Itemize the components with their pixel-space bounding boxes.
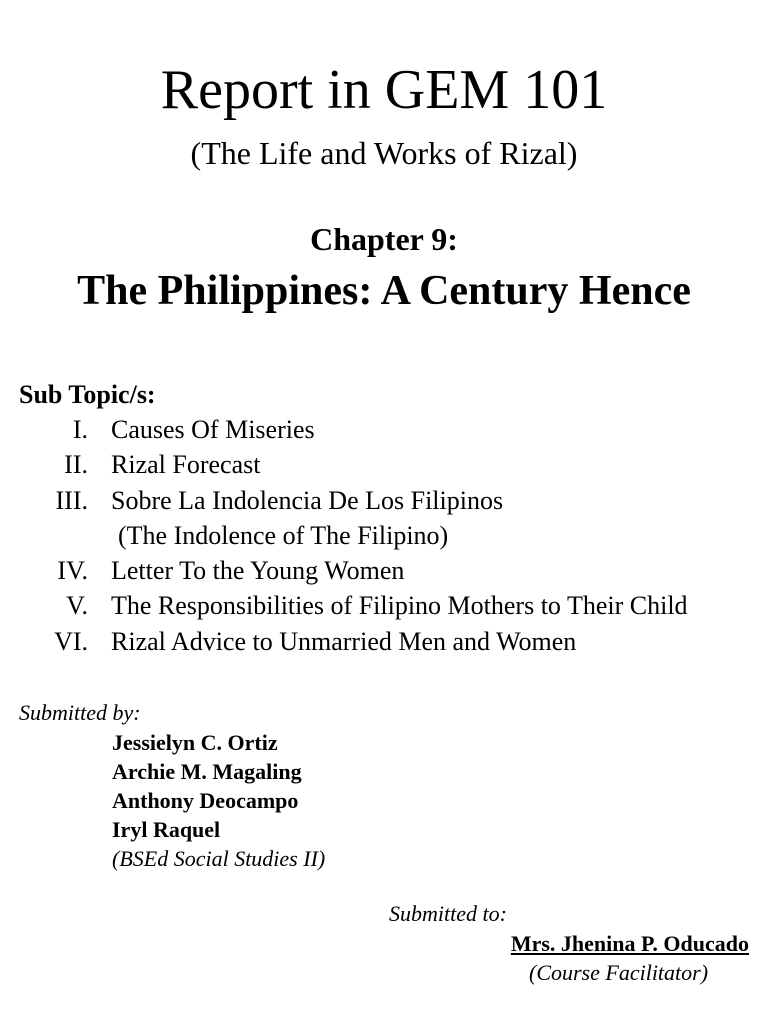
list-item-label: Causes Of Miseries: [111, 415, 315, 444]
list-item: [0, 626, 768, 661]
facilitator-name: Mrs. Jhenina P. Oducado: [510, 931, 749, 956]
list-item-label: (The Indolence of The Filipino): [118, 520, 449, 550]
list-item: [0, 555, 768, 590]
subtopics-list: [0, 414, 768, 661]
program-label: (BSEd Social Studies II): [112, 846, 326, 871]
list-item-number: II.: [64, 450, 88, 480]
chapter-title: The Philippines: A Century Hence: [77, 268, 691, 314]
list-item-label: Sobre La Indolencia De Los Filipinos: [111, 485, 504, 515]
report-subtitle: (The Life and Works of Rizal): [190, 135, 578, 171]
list-item-continuation: [0, 520, 768, 555]
facilitator-role: (Course Facilitator): [529, 960, 709, 985]
submitted-by-label: Submitted by:: [19, 700, 141, 725]
list-item-label: Letter To the Young Women: [111, 556, 405, 586]
submitted-to-label: Submitted to:: [389, 901, 507, 926]
list-item: [0, 414, 768, 449]
member-name: Archie M. Magaling: [112, 759, 302, 784]
members-list: [112, 728, 325, 873]
list-item-number: VI.: [54, 626, 88, 656]
member-name: Iryl Raquel: [112, 817, 221, 842]
list-item: [0, 485, 768, 520]
list-item-label: The Responsibilities of Filipino Mothers to Their Child: [111, 591, 688, 621]
list-item-number: I.: [72, 415, 88, 444]
list-item-number: IV.: [57, 556, 88, 586]
report-title: Report in GEM 101: [160, 59, 608, 121]
list-item: [0, 449, 768, 484]
subtopics-heading: Sub Topic/s:: [19, 380, 156, 409]
list-item-label: Rizal Forecast: [111, 450, 261, 480]
list-item-label: Rizal Advice to Unmarried Men and Women: [111, 626, 577, 656]
member-name: Jessielyn C. Ortiz: [112, 730, 278, 755]
list-item-number: V.: [66, 591, 88, 621]
list-item-number: III.: [55, 485, 88, 515]
chapter-label: Chapter 9:: [310, 221, 458, 257]
member-name: Anthony Deocampo: [112, 788, 299, 813]
list-item: [0, 590, 768, 625]
